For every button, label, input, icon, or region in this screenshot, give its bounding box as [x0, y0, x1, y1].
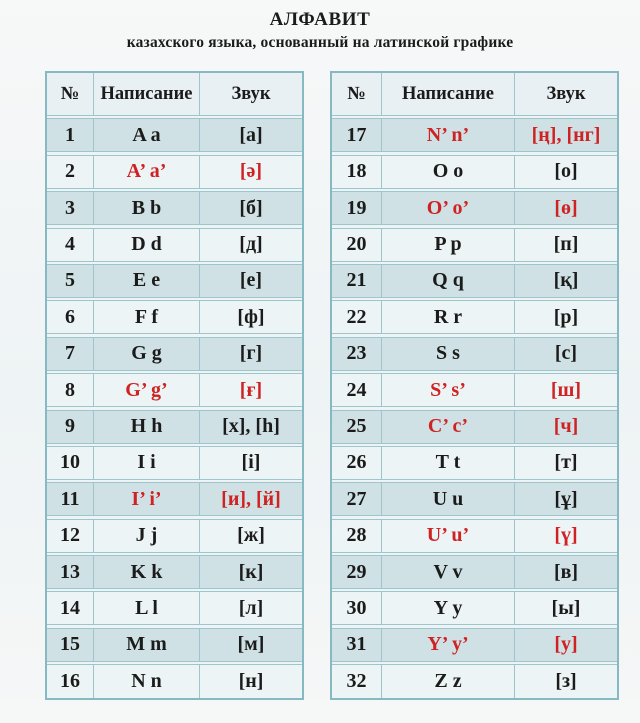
table-row	[47, 191, 302, 225]
row-number: 19	[346, 196, 367, 219]
letter-sound: [а]	[199, 119, 302, 151]
letter-writing: U’ u’	[381, 520, 514, 552]
table-row	[332, 337, 617, 371]
letter-sound: [п]	[514, 229, 617, 261]
letter-sound: [к]	[199, 556, 302, 588]
letter-sound: [ч]	[514, 411, 617, 443]
header-cell-num: №	[60, 83, 80, 104]
row-number: 3	[65, 196, 75, 219]
letter-writing: H h	[93, 411, 199, 443]
header-cell-sound: Звук	[514, 73, 617, 115]
letter-writing: F f	[93, 301, 199, 333]
table-header-row	[332, 73, 617, 116]
letter-sound: [м]	[199, 629, 302, 661]
letter-writing: N n	[93, 665, 199, 698]
row-number: 9	[65, 415, 75, 438]
table-row	[47, 410, 302, 444]
table-row	[47, 300, 302, 334]
letter-sound: [з]	[514, 665, 617, 698]
row-number: 31	[346, 633, 367, 656]
letter-writing: Z z	[381, 665, 514, 698]
letter-writing: T t	[381, 447, 514, 479]
letter-sound: [р]	[514, 301, 617, 333]
row-number: 15	[60, 633, 80, 656]
letter-sound: [ү]	[514, 520, 617, 552]
table-row	[47, 228, 302, 262]
letter-writing: Y y	[381, 592, 514, 624]
row-number: 30	[346, 596, 367, 619]
table-row	[332, 118, 617, 152]
row-number: 7	[65, 342, 75, 365]
row-number: 29	[346, 560, 367, 583]
row-number: 26	[346, 451, 367, 474]
letter-writing: S s	[381, 338, 514, 370]
table-row	[332, 373, 617, 407]
table-row	[47, 664, 302, 698]
page-subtitle: казахского языка, основанный на латинской графике	[126, 34, 514, 51]
letter-sound: [б]	[199, 192, 302, 224]
letter-sound: [ғ]	[199, 374, 302, 406]
letter-sound: [и], [й]	[199, 483, 302, 515]
table-row	[47, 519, 302, 553]
row-number: 10	[60, 451, 80, 474]
letter-sound: [қ]	[514, 265, 617, 297]
row-number: 16	[60, 670, 80, 693]
row-number: 4	[65, 233, 75, 256]
row-number: 18	[346, 160, 367, 183]
table-body-right	[332, 118, 617, 698]
letter-sound: [ы]	[514, 592, 617, 624]
letter-writing: I i	[93, 447, 199, 479]
letter-sound: [ж]	[199, 520, 302, 552]
row-number: 25	[346, 415, 367, 438]
table-row	[47, 118, 302, 152]
letter-sound: [х], [h]	[199, 411, 302, 443]
table-row	[332, 191, 617, 225]
title-block	[0, 0, 640, 52]
letter-sound: [с]	[514, 338, 617, 370]
letter-writing: L l	[93, 592, 199, 624]
table-row	[332, 555, 617, 589]
table-row	[332, 664, 617, 698]
letter-writing: B b	[93, 192, 199, 224]
table-row	[332, 155, 617, 189]
page-title: АЛФАВИТ	[269, 9, 371, 30]
row-number: 8	[65, 378, 75, 401]
letter-writing: N’ n’	[381, 119, 514, 151]
row-number: 11	[60, 487, 80, 510]
header-cell-sound: Звук	[199, 73, 302, 115]
letter-writing: O’ o’	[381, 192, 514, 224]
letter-writing: M m	[93, 629, 199, 661]
letter-writing: E e	[93, 265, 199, 297]
row-number: 14	[60, 596, 80, 619]
alphabet-table-right	[330, 71, 619, 700]
row-number: 28	[346, 524, 367, 547]
letter-sound: [ң], [нг]	[514, 119, 617, 151]
letter-writing: O o	[381, 156, 514, 188]
letter-sound: [ә]	[199, 156, 302, 188]
letter-writing: R r	[381, 301, 514, 333]
tables-wrap	[45, 71, 619, 700]
letter-sound: [л]	[199, 592, 302, 624]
table-row	[47, 337, 302, 371]
table-row	[47, 628, 302, 662]
letter-writing: J j	[93, 520, 199, 552]
letter-sound: [г]	[199, 338, 302, 370]
row-number: 13	[60, 560, 80, 583]
table-row	[47, 155, 302, 189]
letter-sound: [у]	[514, 629, 617, 661]
row-number: 5	[65, 269, 75, 292]
letter-sound: [т]	[514, 447, 617, 479]
letter-sound: [і]	[199, 447, 302, 479]
table-row	[47, 555, 302, 589]
table-row	[332, 446, 617, 480]
letter-sound: [ш]	[514, 374, 617, 406]
table-row	[47, 373, 302, 407]
row-number: 2	[65, 160, 75, 183]
table-row	[47, 482, 302, 516]
table-row	[332, 410, 617, 444]
letter-writing: S’ s’	[381, 374, 514, 406]
row-number: 17	[346, 123, 367, 146]
letter-writing: V v	[381, 556, 514, 588]
letter-sound: [ұ]	[514, 483, 617, 515]
row-number: 22	[346, 305, 367, 328]
row-number: 12	[60, 524, 80, 547]
letter-writing: Q q	[381, 265, 514, 297]
letter-writing: G’ g’	[93, 374, 199, 406]
letter-writing: D d	[93, 229, 199, 261]
table-row	[332, 228, 617, 262]
letter-sound: [д]	[199, 229, 302, 261]
letter-writing: U u	[381, 483, 514, 515]
table-row	[332, 591, 617, 625]
header-cell-writing: Написание	[381, 73, 514, 115]
row-number: 23	[346, 342, 367, 365]
row-number: 1	[65, 123, 75, 146]
letter-writing: A a	[93, 119, 199, 151]
letter-sound: [ө]	[514, 192, 617, 224]
alphabet-table-left	[45, 71, 304, 700]
letter-writing: I’ i’	[93, 483, 199, 515]
header-cell-writing: Написание	[93, 73, 199, 115]
row-number: 20	[346, 233, 367, 256]
letter-sound: [ф]	[199, 301, 302, 333]
letter-sound: [о]	[514, 156, 617, 188]
row-number: 21	[346, 269, 367, 292]
table-header-row	[47, 73, 302, 116]
table-row	[47, 264, 302, 298]
row-number: 24	[346, 378, 367, 401]
header-cell-num: №	[347, 83, 366, 104]
row-number: 27	[346, 487, 367, 510]
table-body-left	[47, 118, 302, 698]
letter-writing: K k	[93, 556, 199, 588]
table-row	[47, 591, 302, 625]
table-row	[332, 519, 617, 553]
letter-writing: G g	[93, 338, 199, 370]
table-row	[332, 482, 617, 516]
letter-writing: C’ c’	[381, 411, 514, 443]
letter-sound: [н]	[199, 665, 302, 698]
letter-sound: [е]	[199, 265, 302, 297]
row-number: 32	[346, 670, 367, 693]
row-number: 6	[65, 305, 75, 328]
table-row	[47, 446, 302, 480]
table-row	[332, 300, 617, 334]
letter-writing: Y’ y’	[381, 629, 514, 661]
table-row	[332, 264, 617, 298]
table-row	[332, 628, 617, 662]
letter-writing: P p	[381, 229, 514, 261]
letter-sound: [в]	[514, 556, 617, 588]
letter-writing: A’ a’	[93, 156, 199, 188]
